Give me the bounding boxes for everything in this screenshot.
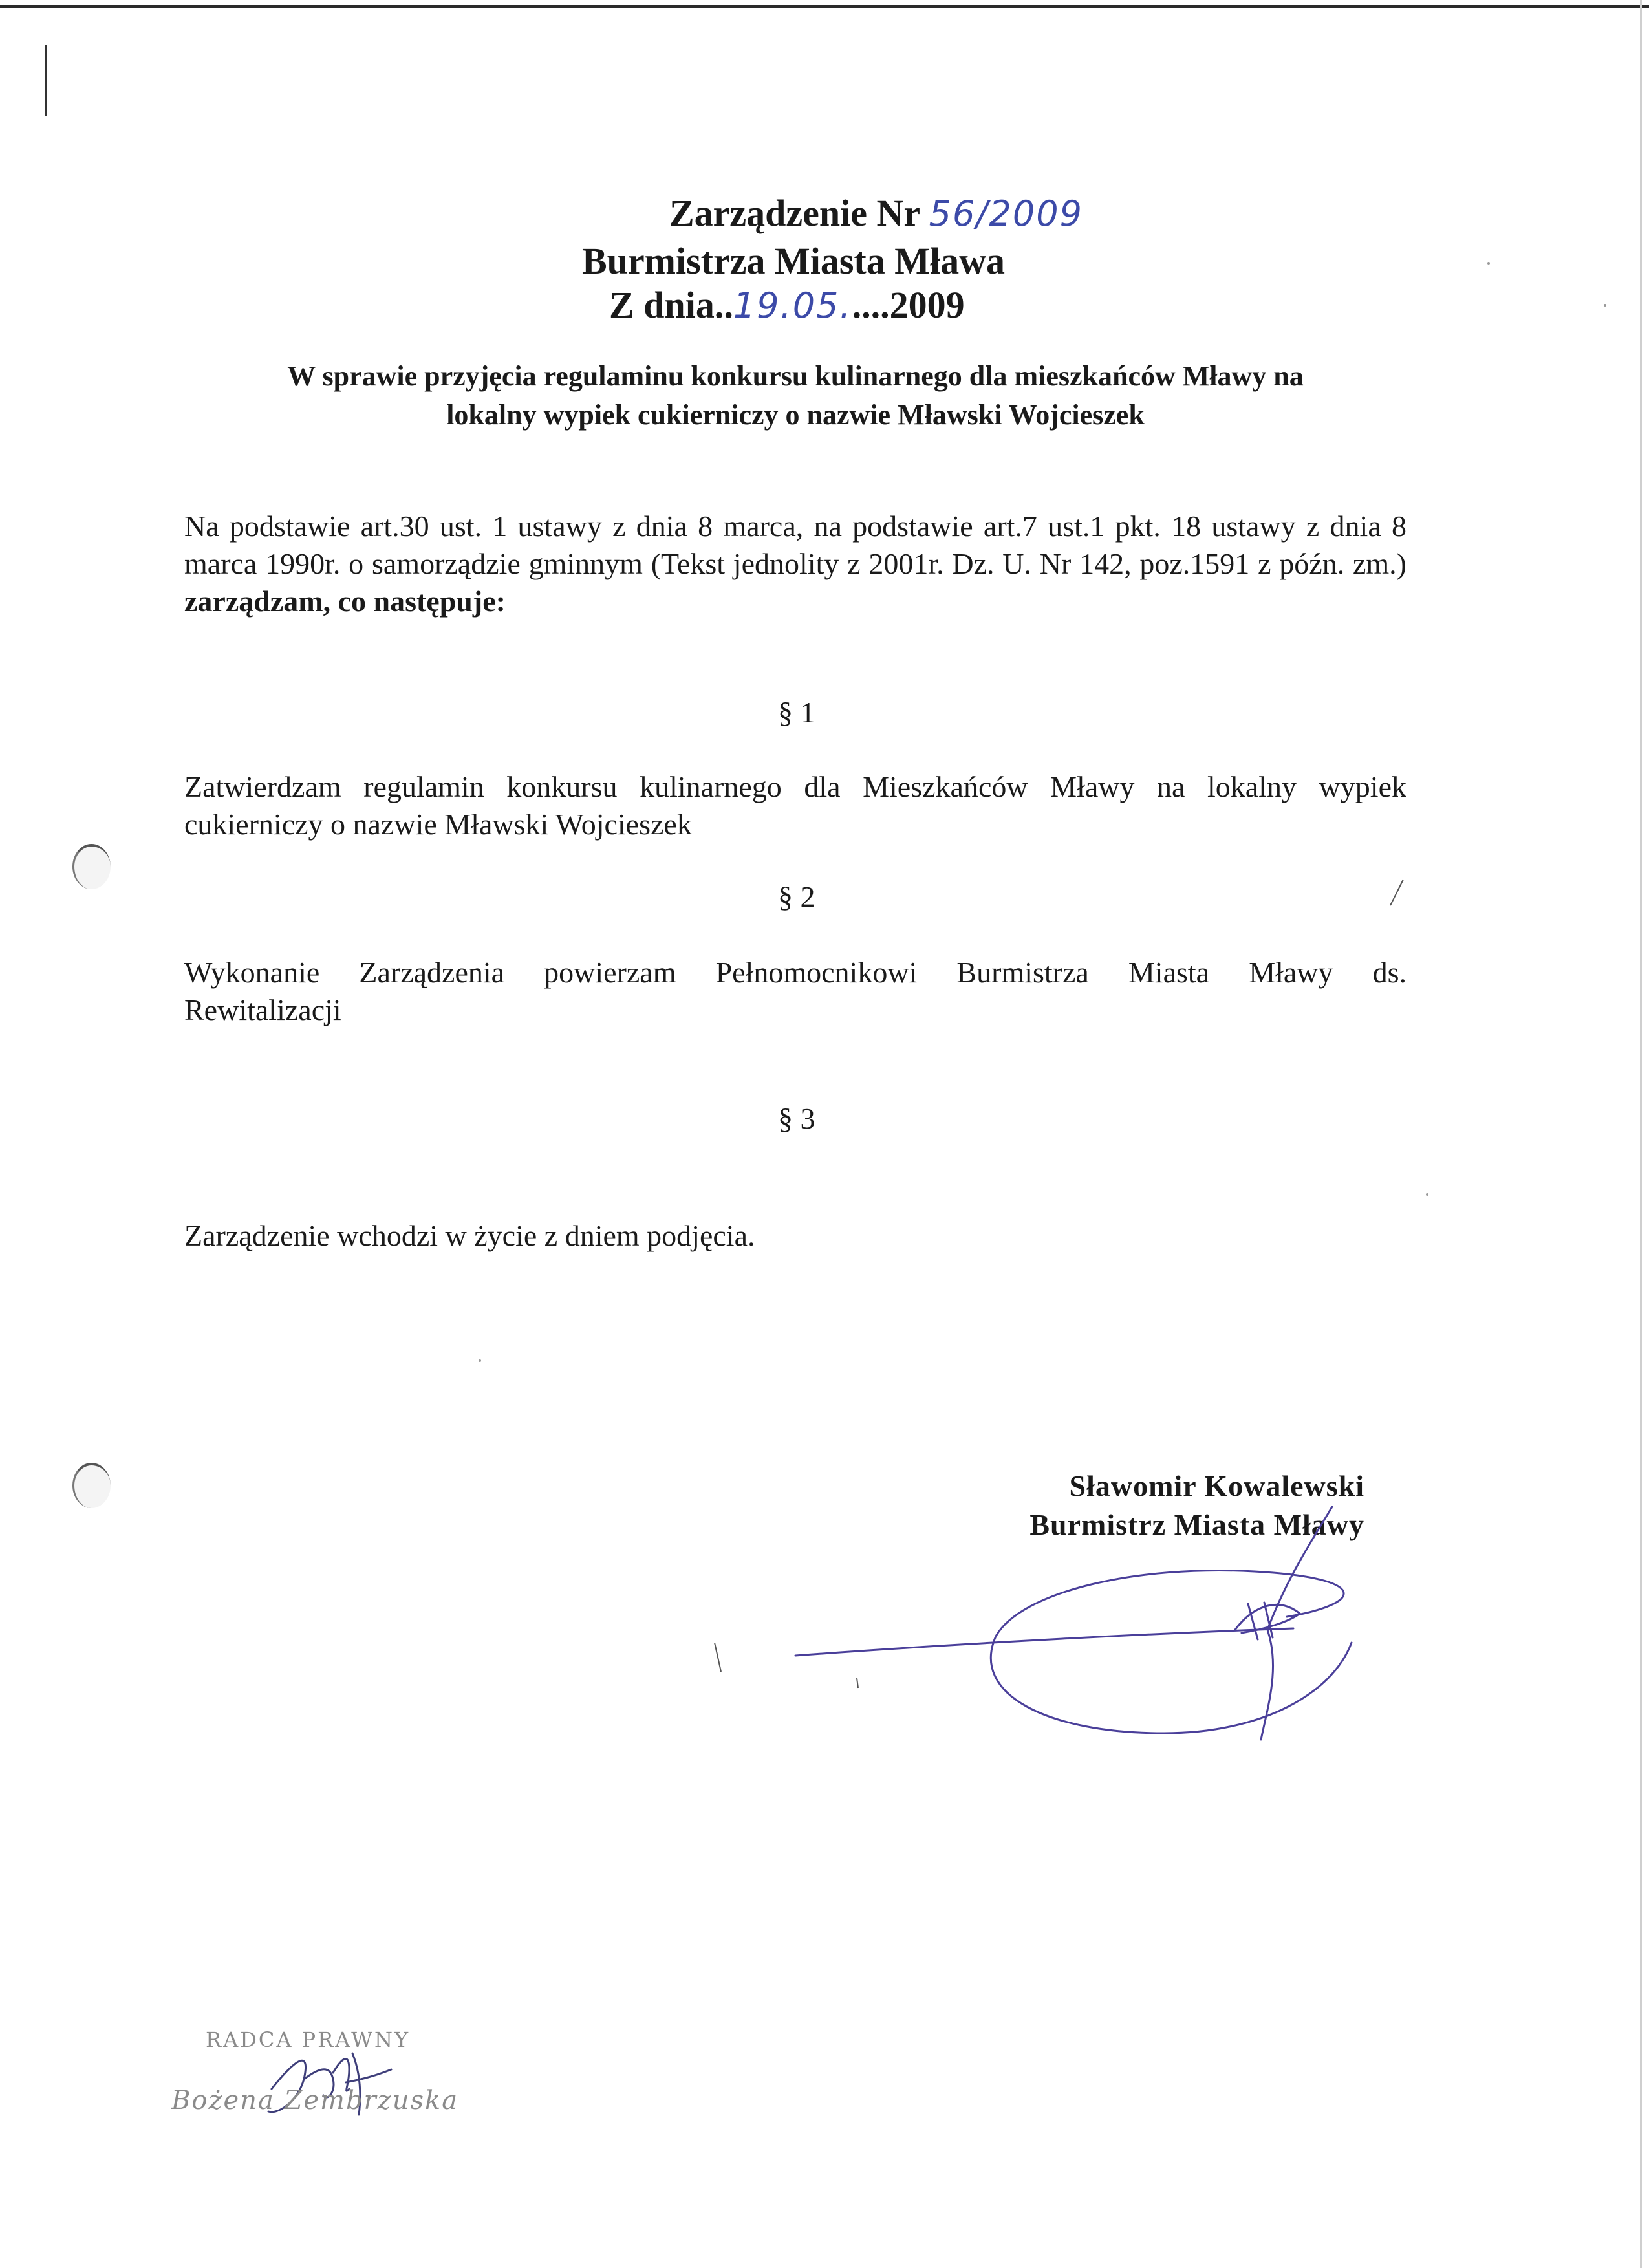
order-date-handwritten: 19.05. xyxy=(733,285,852,326)
order-date-suffix: ....2009 xyxy=(852,284,965,326)
order-subject-line-1: W sprawie przyjęcia regulaminu konkursu kulinarnego dla mieszkańców Mławy na xyxy=(287,360,1304,392)
section-mark-1: § 1 xyxy=(778,696,815,729)
preamble-text: Na podstawie art.30 ust. 1 ustawy z dnia 8 marca, na podstawie art.7 ust.1 pkt. 18 ustawy z dnia 8 marca 1990r. o samorządzie gminnym (Tekst jednolity z 2001r. Dz. U. Nr 142, poz.1591 z późn. zm.) xyxy=(184,510,1406,580)
section-text-2: Wykonanie Zarządzenia powierzam Pełnomocnikowi Burmistrza Miasta Mławy ds. Rewitalizacji xyxy=(184,956,1406,1026)
signatory-title: Burmistrz Miasta Mławy xyxy=(1029,1508,1364,1541)
section-text-1: Zatwierdzam regulamin konkursu kulinarnego dla Mieszkańców Mławy na lokalny wypiek cukierniczy o nazwie Mławski Wojcieszek xyxy=(184,770,1406,841)
stamp-name: Bożena Zembrzuska xyxy=(171,2086,459,2115)
order-authority: Burmistrza Miasta Mława xyxy=(582,240,1005,282)
order-subject-line-2: lokalny wypiek cukierniczy o nazwie Mławski Wojcieszek xyxy=(446,399,1145,431)
section-mark-2: § 2 xyxy=(778,880,815,913)
section-mark-3: § 3 xyxy=(778,1102,815,1135)
order-number-handwritten: 56/2009 xyxy=(929,193,1083,234)
signatory-name: Sławomir Kowalewski xyxy=(1069,1469,1364,1502)
handwritten-slash-mark xyxy=(715,880,1403,1688)
order-date-prefix: Z dnia.. xyxy=(609,284,733,326)
order-title-label: Zarządzenie Nr xyxy=(669,192,920,234)
preamble-decree-phrase: zarządzam, co następuje: xyxy=(184,585,506,618)
mayor-signature-icon xyxy=(795,1507,1352,1740)
stamp-label: RADCA PRAWNY xyxy=(206,2027,411,2052)
section-text-3: Zarządzenie wchodzi w życie z dniem podjęcia. xyxy=(184,1219,755,1252)
